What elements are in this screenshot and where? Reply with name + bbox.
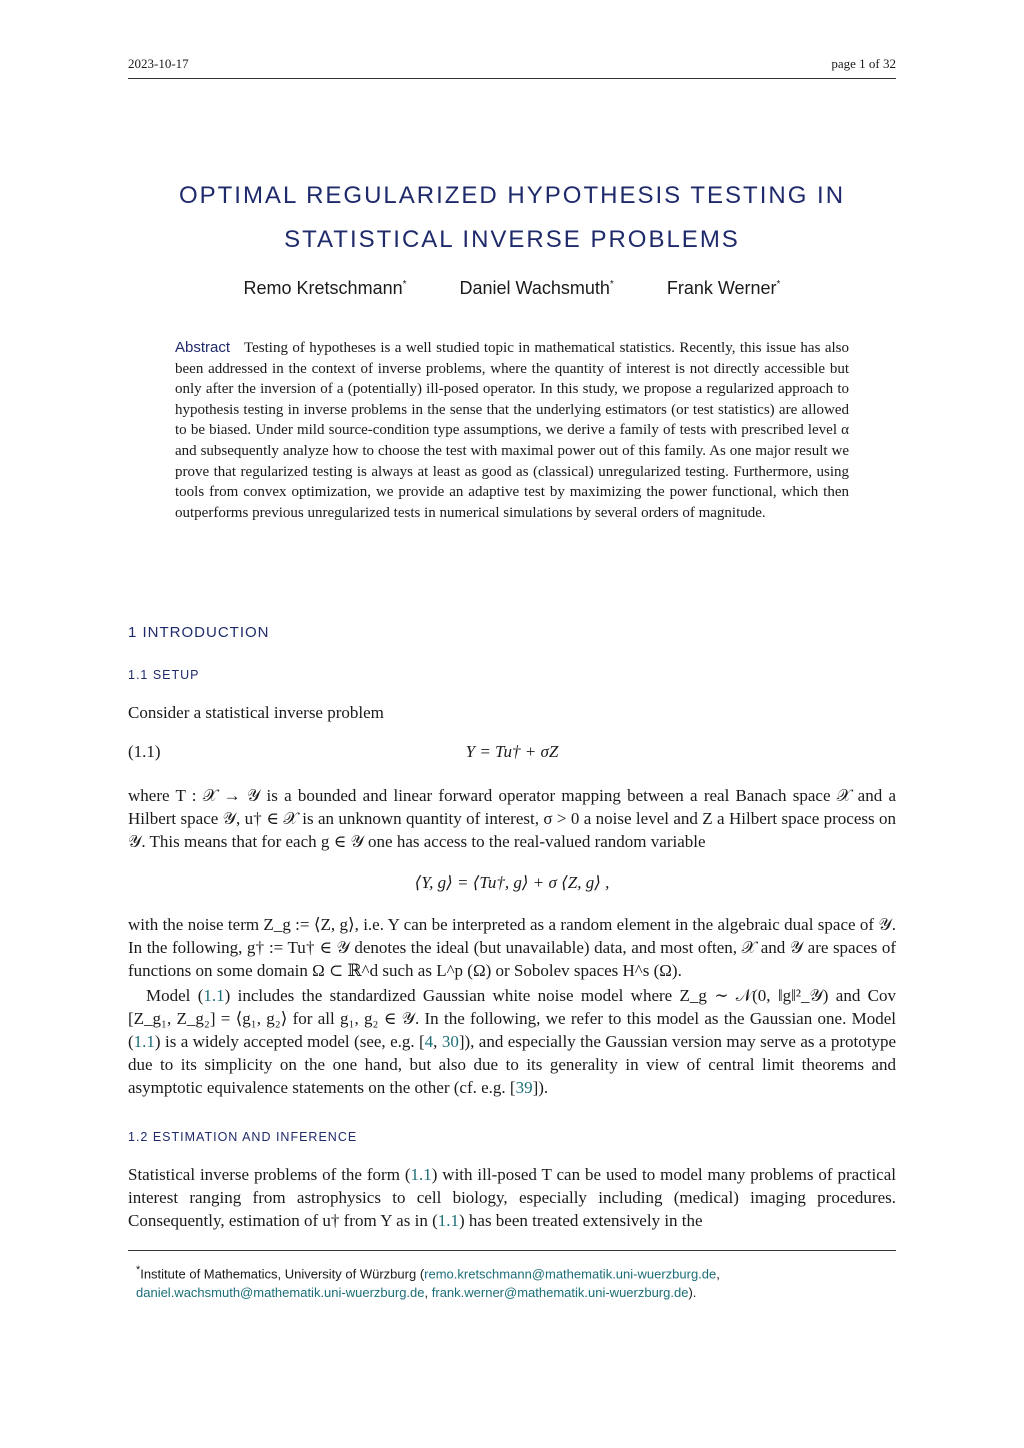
author: Remo Kretschmann* [243,278,407,298]
citation-link[interactable]: 4 [424,1032,434,1051]
footnote: *Institute of Mathematics, University of Würzburg (remo.kretschmann@mathematik.uni-wuerzburg.de, daniel.wachsmuth@mathematik.uni-wuerzburg.de, frank.werner@mathematik.uni-wuerzburg.de). [136,1264,720,1301]
equation-ref-link[interactable]: 1.1 [437,1211,459,1230]
abstract [175,338,849,523]
paragraph-operator-definition: where T : 𝒳 → 𝒴 is a bounded and linear forward operator mapping between a real Banach space 𝒳 and a Hilbert space 𝒴, u† ∈ 𝒳 is an unknown quantity of interest, σ > 0 a noise level and Z a Hilbert space process on 𝒴. This means that for each g ∈ 𝒴 one has access to the real-valued random variable [128,786,896,851]
title-line-1: OPTIMAL REGULARIZED HYPOTHESIS TESTING IN [178,182,846,209]
equation-inner-product: ⟨Y, g⟩ = ⟨Tu†, g⟩ + σ ⟨Z, g⟩ , [414,873,610,892]
equation-ref-link[interactable]: 1.1 [203,986,225,1005]
citation-link[interactable]: 39 [515,1078,533,1097]
header-rule [128,78,896,79]
author: Frank Werner* [666,278,781,298]
subsection-heading-estimation: 1.2 ESTIMATION AND INFERENCE [128,1130,358,1144]
equation-ref-link[interactable]: 1.1 [133,1032,155,1051]
header-page-number: page 1 of 32 [831,56,896,71]
paragraph-noise-term: with the noise term Z_g := ⟨Z, g⟩, i.e. Y can be interpreted as a random element in the algebraic dual space of 𝒴. In the following, g† := Tu† ∈ 𝒴 denotes the ideal (but unavailable) data, and most often, 𝒳 and 𝒴 are spaces of functions on some domain Ω ⊂ ℝ^d such as L^p (Ω) or Sobolev spaces H^s (Ω). [128,915,896,980]
equation-label: (1.1) [128,742,161,761]
email-link[interactable]: daniel.wachsmuth@mathematik.uni-wuerzburg.de [136,1285,425,1301]
subsection-heading-setup: 1.1 SETUP [128,668,200,682]
footnote-rule [128,1250,896,1251]
email-link[interactable]: frank.werner@mathematik.uni-wuerzburg.de [431,1285,689,1301]
equation-body: Y = Tu† + σZ [465,742,559,761]
equation-ref-link[interactable]: 1.1 [410,1165,432,1184]
paper-title [128,174,896,262]
abstract-label: Abstract [175,339,231,356]
paragraph-intro: Consider a statistical inverse problem [128,703,384,722]
paragraph-gaussian-model: Model (1.1) includes the standardized Gaussian white noise model where Z_g ∼ 𝒩(0, ‖g‖²_𝒴) and Cov [Z_g₁, Z_g₂] = ⟨g₁, g₂⟩ for all g₁, g₂ ∈ 𝒴. In the following, we refer to this model as the Gaussian one. Model (1.1) is a widely accepted model (see, e.g. [4, 30]), and especially the Gaussian version may serve as a prototype due to its simplicity on the one hand, but also due to its generality in view of central limit theorems and asymptotic equivalence statements on the other (cf. e.g. [39]). [128,986,897,1097]
author: Daniel Wachsmuth* [459,278,614,298]
author-list [128,278,896,299]
email-link[interactable]: remo.kretschmann@mathematik.uni-wuerzburg.de [424,1266,717,1282]
header-date: 2023-10-17 [128,56,189,71]
title-line-2: STATISTICAL INVERSE PROBLEMS [284,226,740,253]
paragraph-estimation: Statistical inverse problems of the form (1.1) with ill-posed T can be used to model many problems of practical interest ranging from astrophysics to cell biology, especially including (medical) imaging procedures. Consequently, estimation of u† from Y as in (1.1) has been treated extensively in the [128,1165,896,1230]
abstract-text: Testing of hypotheses is a well studied topic in mathematical statistics. Recently, this issue has also been addressed in the context of inverse problems, where the quantity of interest is not directly accessible but only after the inversion of a (potentially) ill-posed operator. In this study, we propose a regularized approach to hypothesis testing in inverse problems in the sense that the underlying estimators (or test statistics) are allowed to be biased. Under mild source-condition type assumptions, we derive a family of tests with prescribed level α and subsequently analyze how to choose the test with maximal power out of this family. As one major result we prove that regularized testing is always at least as good as (classical) unregularized testing. Furthermore, using tools from convex optimization, we provide an adaptive test by maximizing the power functional, which then outperforms previous unregularized tests in numerical simulations by several orders of magnitude. [175,340,849,521]
citation-link[interactable]: 30 [441,1032,459,1051]
section-heading-introduction: 1 INTRODUCTION [128,624,270,641]
